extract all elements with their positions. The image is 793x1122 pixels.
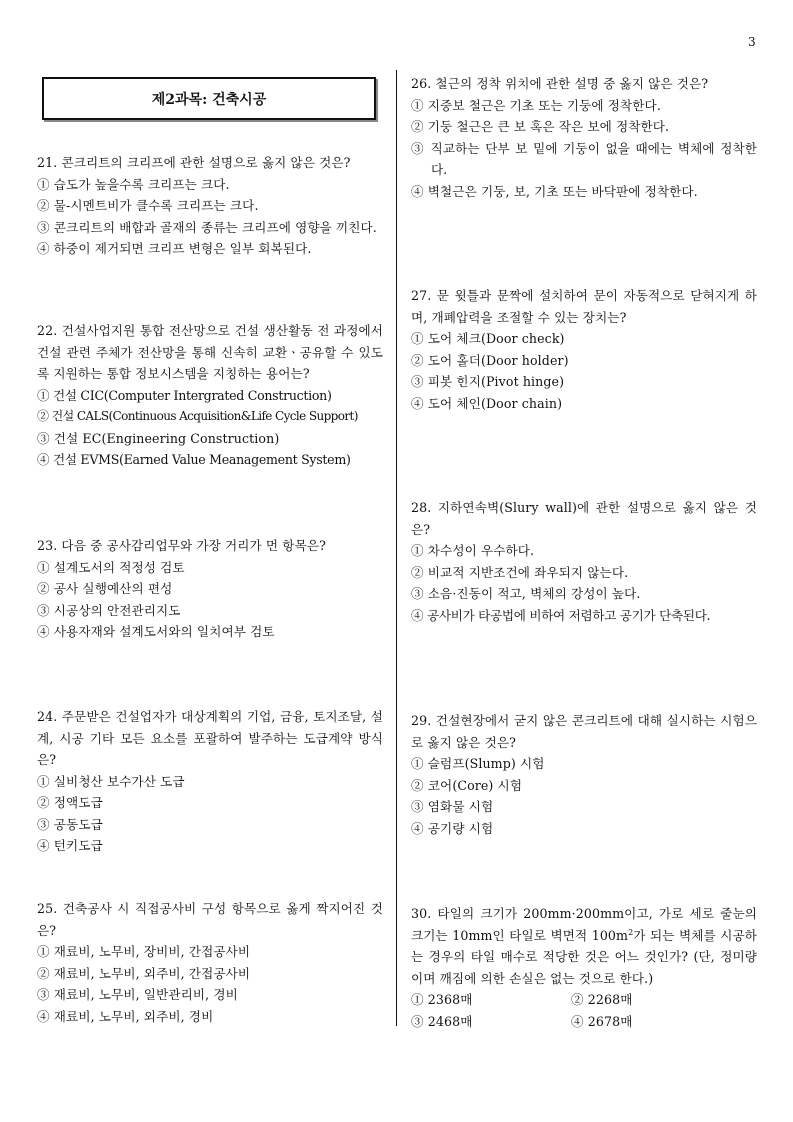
option-2: ② 2268매	[571, 992, 633, 1007]
question-30	[411, 903, 757, 1032]
option-1: ① 건설 CIC(Computer Intergrated Construction)	[37, 387, 332, 403]
question-29	[411, 710, 757, 839]
options-grid	[411, 989, 757, 1032]
option-2: ② 물-시멘트비가 클수록 크리프는 크다.	[37, 198, 259, 213]
option-2: ② 비교적 지반조건에 좌우되지 않는다.	[411, 564, 629, 580]
question-stem	[411, 903, 757, 989]
option-4: ④ 턴키도급	[37, 838, 103, 853]
question-27	[411, 285, 757, 414]
option-2: ② 코어(Core) 시험	[411, 777, 523, 793]
option-4: ④ 도어 체인(Door chain)	[411, 395, 563, 411]
option-1: ① 도어 체크(Door check)	[411, 331, 565, 346]
option-4: ④ 건설 EVMS(Earned Value Meanagement System)	[37, 452, 351, 467]
question-22	[37, 320, 383, 471]
option-3: ③ 재료비, 노무비, 일반관리비, 경비	[37, 987, 238, 1002]
option-2: ② 재료비, 노무비, 외주비, 간접공사비	[37, 965, 251, 981]
option-3: ③ 콘크리트의 배합과 골재의 종류는 크리프에 영향을 끼친다.	[37, 219, 377, 235]
option-3: ③ 건설 EC(Engineering Construction)	[37, 430, 280, 446]
option-3: ③ 피봇 힌지(Pivot hinge)	[411, 374, 565, 389]
question-stem: 24. 주문받은 건설업자가 대상계획의 기업, 금융, 토지조달, 설계, 시공 기타 모든 요소를 포괄하여 발주하는 도급계약 방식은?	[37, 709, 383, 767]
option-1: ① 2368매	[411, 992, 473, 1007]
stem-text-after: 가 되는 벽체를 시공하는 경우의 타일 매수로 적당한 것은 어느 것인가? (단, 정미량이며 깨짐에 의한 손실은 없는 것으로 한다.)	[411, 927, 757, 986]
option-3: ③ 염화물 시험	[411, 799, 494, 814]
option-1: ① 차수성이 우수하다.	[411, 543, 535, 558]
question-stem: 21. 콘크리트의 크리프에 관한 설명으로 옳지 않은 것은?	[37, 155, 351, 170]
column-divider	[396, 70, 397, 1026]
option-3: ③ 공동도급	[37, 816, 103, 832]
option-4: ④ 2678매	[571, 1013, 633, 1029]
option-1: ① 지중보 철근은 기초 또는 기둥에 정착한다.	[411, 97, 661, 113]
option-2: ② 정액도급	[37, 795, 103, 810]
option-2: ② 공사 실행예산의 편성	[37, 581, 173, 596]
option-4: ④ 사용자재와 설계도서와의 일치여부 검토	[37, 624, 275, 639]
option-2: ② 도어 홀더(Door holder)	[411, 352, 569, 368]
option-1: ① 슬럼프(Slump) 시험	[411, 756, 545, 771]
option-1: ① 습도가 높을수록 크리프는 크다.	[37, 176, 230, 192]
option-1: ① 설계도서의 적정성 검토	[37, 559, 185, 575]
option-3: ③ 2468매	[411, 1013, 473, 1029]
question-stem: 26. 철근의 정착 위치에 관한 설명 중 옳지 않은 것은?	[411, 76, 709, 91]
question-28	[411, 497, 757, 626]
question-24	[37, 706, 383, 857]
question-26	[411, 73, 757, 202]
question-stem: 29. 건설현장에서 굳지 않은 콘크리트에 대해 실시하는 시험으로 옳지 않은 것은?	[411, 713, 757, 750]
question-stem: 28. 지하연속벽(Slury wall)에 관한 설명으로 옳지 않은 것은?	[411, 500, 757, 537]
option-4: ④ 벽철근은 기둥, 보, 기초 또는 바닥판에 정착한다.	[411, 183, 698, 199]
option-4: ④ 공기량 시험	[411, 820, 494, 836]
question-25	[37, 898, 383, 1027]
option-2: ② 기둥 철근은 큰 보 혹은 작은 보에 정착한다.	[411, 119, 670, 134]
question-stem: 27. 문 윗틀과 문짝에 설치하여 문이 자동적으로 닫혀지게 하며, 개폐압력을 조절할 수 있는 장치는?	[411, 288, 757, 325]
option-2: ② 건설 CALS(Continuous Acquisition&Life Cycle Support)	[37, 409, 358, 423]
section-title: 제2과목: 건축시공	[42, 77, 376, 120]
question-stem: 23. 다음 중 공사감리업무와 가장 거리가 먼 항목은?	[37, 538, 326, 553]
option-1: ① 재료비, 노무비, 장비비, 간접공사비	[37, 944, 251, 959]
question-21	[37, 152, 383, 260]
question-stem: 22. 건설사업지원 통합 전산망으로 건설 생산활동 전 과정에서 건설 관련 주체가 전산망을 통해 신속히 교환ㆍ공유할 수 있도록 지원하는 통합 정보시스템을 지칭하는 용어는?	[37, 323, 383, 381]
stem-text-before: 30. 타일의 크기가 200mm·200mm이고, 가로 세로 줄눈의 크기는 10mm인 타일로 벽면적 100m	[411, 906, 757, 943]
page-number: 3	[748, 35, 756, 49]
option-4: ④ 하중이 제거되면 크리프 변형은 일부 회복된다.	[37, 241, 312, 256]
option-1: ① 실비청산 보수가산 도급	[37, 773, 185, 789]
option-4: ④ 재료비, 노무비, 외주비, 경비	[37, 1008, 214, 1024]
option-3: ③ 시공상의 안전관리지도	[37, 602, 181, 618]
option-4: ④ 공사비가 타공법에 비하여 저렴하고 공기가 단축된다.	[411, 607, 711, 623]
question-23	[37, 535, 383, 643]
option-3: ③ 직교하는 단부 보 밑에 기둥이 없을 때에는 벽체에 정착한다.	[411, 140, 757, 177]
option-3: ③ 소음·진동이 적고, 벽체의 강성이 높다.	[411, 586, 641, 601]
question-stem: 25. 건축공사 시 직접공사비 구성 항목으로 옳게 짝지어진 것은?	[37, 901, 383, 938]
superscript: 2	[628, 927, 634, 937]
